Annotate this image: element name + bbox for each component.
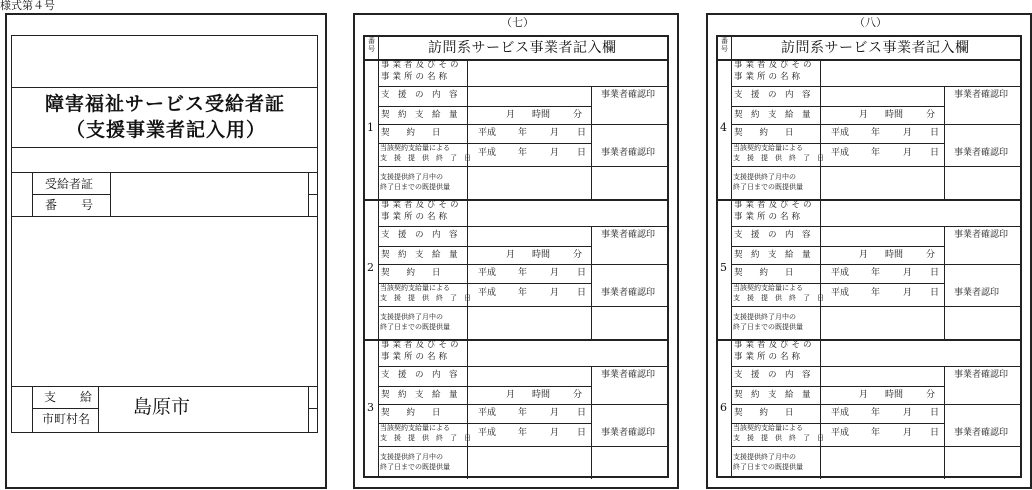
confirm-stamp-label-2: 事業者確認印 <box>954 428 1009 438</box>
hours-unit: 時間 <box>532 110 551 120</box>
confirm-stamp-label-1: 事業者確認印 <box>954 230 1009 240</box>
hours-unit: 時間 <box>532 390 551 400</box>
era-label: 平成 <box>831 148 850 158</box>
contract-date-label: 契 約 日 <box>734 408 794 418</box>
contract-amount-label: 契 約 支 給 量 <box>734 110 811 120</box>
minutes-unit: 分 <box>926 390 936 400</box>
year-unit: 年 <box>871 288 881 298</box>
entry-number-1: 4 <box>720 121 727 134</box>
provided-label-2: 終了日までの既提供量 <box>380 323 450 331</box>
minutes-unit: 分 <box>573 250 583 260</box>
month-date-unit: 月 <box>903 268 913 278</box>
hours-unit: 時間 <box>885 110 904 120</box>
form-number: 様式第４号 <box>0 0 55 12</box>
contract-date-label: 契 約 日 <box>381 128 441 138</box>
era-label: 平成 <box>478 148 497 158</box>
provider-name-label-1: 事業者及びその <box>734 340 815 350</box>
provided-label-1: 支援提供終了月中の <box>733 313 796 321</box>
entry-number-3: 3 <box>367 401 374 414</box>
year-unit: 年 <box>518 148 528 158</box>
year-unit: 年 <box>518 268 528 278</box>
cover-title-line2: （支援事業者記入用） <box>66 119 267 141</box>
cover-title-line1: 障害福祉サービス受給者証 <box>45 93 286 115</box>
day-unit: 日 <box>577 428 587 438</box>
end-date-label-2: 支 援 提 供 終 了 日 <box>380 154 471 162</box>
end-date-label-1: 当該契約支給量による <box>380 284 450 292</box>
heading-2: 訪問系サービス事業者記入欄 <box>781 40 970 56</box>
year-unit: 年 <box>871 408 881 418</box>
end-date-label-2: 支 援 提 供 終 了 日 <box>733 434 824 442</box>
provided-label-1: 支援提供終了月中の <box>380 313 443 321</box>
month-unit: 月 <box>859 250 869 260</box>
era-label: 平成 <box>831 268 850 278</box>
era-label: 平成 <box>831 408 850 418</box>
month-unit: 月 <box>506 250 516 260</box>
minutes-unit: 分 <box>573 110 583 120</box>
end-date-label-2: 支 援 提 供 終 了 日 <box>733 294 824 302</box>
day-unit: 日 <box>930 408 940 418</box>
minutes-unit: 分 <box>926 250 936 260</box>
support-content-label: 支 援 の 内 容 <box>381 90 458 100</box>
month-unit: 月 <box>506 110 516 120</box>
support-content-label: 支 援 の 内 容 <box>381 230 458 240</box>
month-date-unit: 月 <box>903 428 913 438</box>
contract-amount-label: 契 約 支 給 量 <box>734 390 811 400</box>
day-unit: 日 <box>930 268 940 278</box>
year-unit: 年 <box>871 428 881 438</box>
contract-amount-label: 契 約 支 給 量 <box>381 390 458 400</box>
end-date-label-1: 当該契約支給量による <box>733 144 803 152</box>
year-unit: 年 <box>518 428 528 438</box>
era-label: 平成 <box>831 128 850 138</box>
entry-number-2: 5 <box>720 261 727 274</box>
day-unit: 日 <box>930 428 940 438</box>
provided-label-2: 終了日までの既提供量 <box>733 183 803 191</box>
month-date-unit: 月 <box>550 288 560 298</box>
month-date-unit: 月 <box>903 408 913 418</box>
month-unit: 月 <box>859 390 869 400</box>
municipality-label-2: 市町村名 <box>42 412 91 426</box>
era-label: 平成 <box>831 428 850 438</box>
contract-date-label: 契 約 日 <box>734 268 794 278</box>
hours-unit: 時間 <box>885 390 904 400</box>
end-date-label-1: 当該契約支給量による <box>380 144 450 152</box>
era-label: 平成 <box>478 408 497 418</box>
provider-name-label-2: 事業所の名称 <box>734 352 804 362</box>
contract-amount-label: 契 約 支 給 量 <box>381 110 458 120</box>
month-date-unit: 月 <box>903 128 913 138</box>
entry-number-2: 2 <box>367 261 374 274</box>
end-date-label-1: 当該契約支給量による <box>733 424 803 432</box>
provided-label-1: 支援提供終了月中の <box>380 173 443 181</box>
end-date-label-2: 支 援 提 供 終 了 日 <box>380 434 471 442</box>
day-unit: 日 <box>577 148 587 158</box>
era-label: 平成 <box>478 288 497 298</box>
provider-name-label-1: 事業者及びその <box>734 60 815 70</box>
confirm-stamp-label-1: 事業者確認印 <box>601 90 656 100</box>
contract-date-label: 契 約 日 <box>381 408 441 418</box>
provider-name-label-2: 事業所の名称 <box>381 212 451 222</box>
provided-label-2: 終了日までの既提供量 <box>380 183 450 191</box>
heading-number-label: 番号 <box>368 37 375 54</box>
month-date-unit: 月 <box>903 148 913 158</box>
year-unit: 年 <box>871 268 881 278</box>
page-label-2: （八） <box>854 16 887 29</box>
end-date-label-1: 当該契約支給量による <box>733 284 803 292</box>
confirm-stamp-label-1: 事業者確認印 <box>954 370 1009 380</box>
contract-amount-label: 契 約 支 給 量 <box>734 250 811 260</box>
support-content-label: 支 援 の 内 容 <box>734 370 811 380</box>
recipient-label-1: 受給者証 <box>45 177 94 191</box>
year-unit: 年 <box>871 148 881 158</box>
entry-number-1: 1 <box>367 121 374 134</box>
month-unit: 月 <box>506 390 516 400</box>
month-date-unit: 月 <box>550 148 560 158</box>
entry-number-3: 6 <box>720 401 727 414</box>
year-unit: 年 <box>518 288 528 298</box>
era-label: 平成 <box>478 128 497 138</box>
support-content-label: 支 援 の 内 容 <box>734 90 811 100</box>
confirm-stamp-label-2: 事業者確認印 <box>601 148 656 158</box>
provided-label-2: 終了日までの既提供量 <box>733 323 803 331</box>
day-unit: 日 <box>930 148 940 158</box>
year-unit: 年 <box>518 128 528 138</box>
confirm-stamp-label-1: 事業者確認印 <box>954 90 1009 100</box>
provider-name-label-2: 事業所の名称 <box>734 212 804 222</box>
era-label: 平成 <box>831 288 850 298</box>
provider-name-label-2: 事業所の名称 <box>734 72 804 82</box>
month-date-unit: 月 <box>550 128 560 138</box>
month-unit: 月 <box>859 110 869 120</box>
confirm-stamp-label-1: 事業者確認印 <box>601 230 656 240</box>
day-unit: 日 <box>577 268 587 278</box>
day-unit: 日 <box>930 288 940 298</box>
month-date-unit: 月 <box>550 428 560 438</box>
municipality-value: 島原市 <box>133 396 191 418</box>
end-date-label-2: 支 援 提 供 終 了 日 <box>733 154 824 162</box>
hours-unit: 時間 <box>532 250 551 260</box>
minutes-unit: 分 <box>573 390 583 400</box>
provided-label-2: 終了日までの既提供量 <box>733 463 803 471</box>
day-unit: 日 <box>577 288 587 298</box>
recipient-label-2: 番 号 <box>45 198 94 212</box>
provider-name-label-1: 事業者及びその <box>381 200 462 210</box>
day-unit: 日 <box>577 128 587 138</box>
municipality-label-1: 支 給 <box>44 390 93 404</box>
provided-label-2: 終了日までの既提供量 <box>380 463 450 471</box>
end-date-label-1: 当該契約支給量による <box>380 424 450 432</box>
heading-number-label: 番号 <box>721 37 728 54</box>
month-date-unit: 月 <box>550 408 560 418</box>
provided-label-1: 支援提供終了月中の <box>380 453 443 461</box>
support-content-label: 支 援 の 内 容 <box>381 370 458 380</box>
era-label: 平成 <box>478 268 497 278</box>
month-date-unit: 月 <box>550 268 560 278</box>
contract-date-label: 契 約 日 <box>734 128 794 138</box>
provider-name-label-2: 事業所の名称 <box>381 352 451 362</box>
provider-name-label-1: 事業者及びその <box>734 200 815 210</box>
provider-name-label-1: 事業者及びその <box>381 340 462 350</box>
confirm-stamp-label-2: 事業者確認印 <box>601 428 656 438</box>
provided-label-1: 支援提供終了月中の <box>733 173 796 181</box>
provider-name-label-2: 事業所の名称 <box>381 72 451 82</box>
heading-1: 訪問系サービス事業者記入欄 <box>428 40 617 56</box>
confirm-stamp-label-1: 事業者確認印 <box>601 370 656 380</box>
year-unit: 年 <box>518 408 528 418</box>
page-label-1: （七） <box>501 16 534 29</box>
minutes-unit: 分 <box>926 110 936 120</box>
month-date-unit: 月 <box>903 288 913 298</box>
confirm-stamp-label-2: 事業者確認印 <box>601 288 656 298</box>
year-unit: 年 <box>871 128 881 138</box>
confirm-stamp-label-2: 事業者認印 <box>954 288 1000 298</box>
hours-unit: 時間 <box>885 250 904 260</box>
day-unit: 日 <box>930 128 940 138</box>
day-unit: 日 <box>577 408 587 418</box>
end-date-label-2: 支 援 提 供 終 了 日 <box>380 294 471 302</box>
contract-date-label: 契 約 日 <box>381 268 441 278</box>
contract-amount-label: 契 約 支 給 量 <box>381 250 458 260</box>
provided-label-1: 支援提供終了月中の <box>733 453 796 461</box>
provider-name-label-1: 事業者及びその <box>381 60 462 70</box>
era-label: 平成 <box>478 428 497 438</box>
support-content-label: 支 援 の 内 容 <box>734 230 811 240</box>
confirm-stamp-label-2: 事業者確認印 <box>954 148 1009 158</box>
